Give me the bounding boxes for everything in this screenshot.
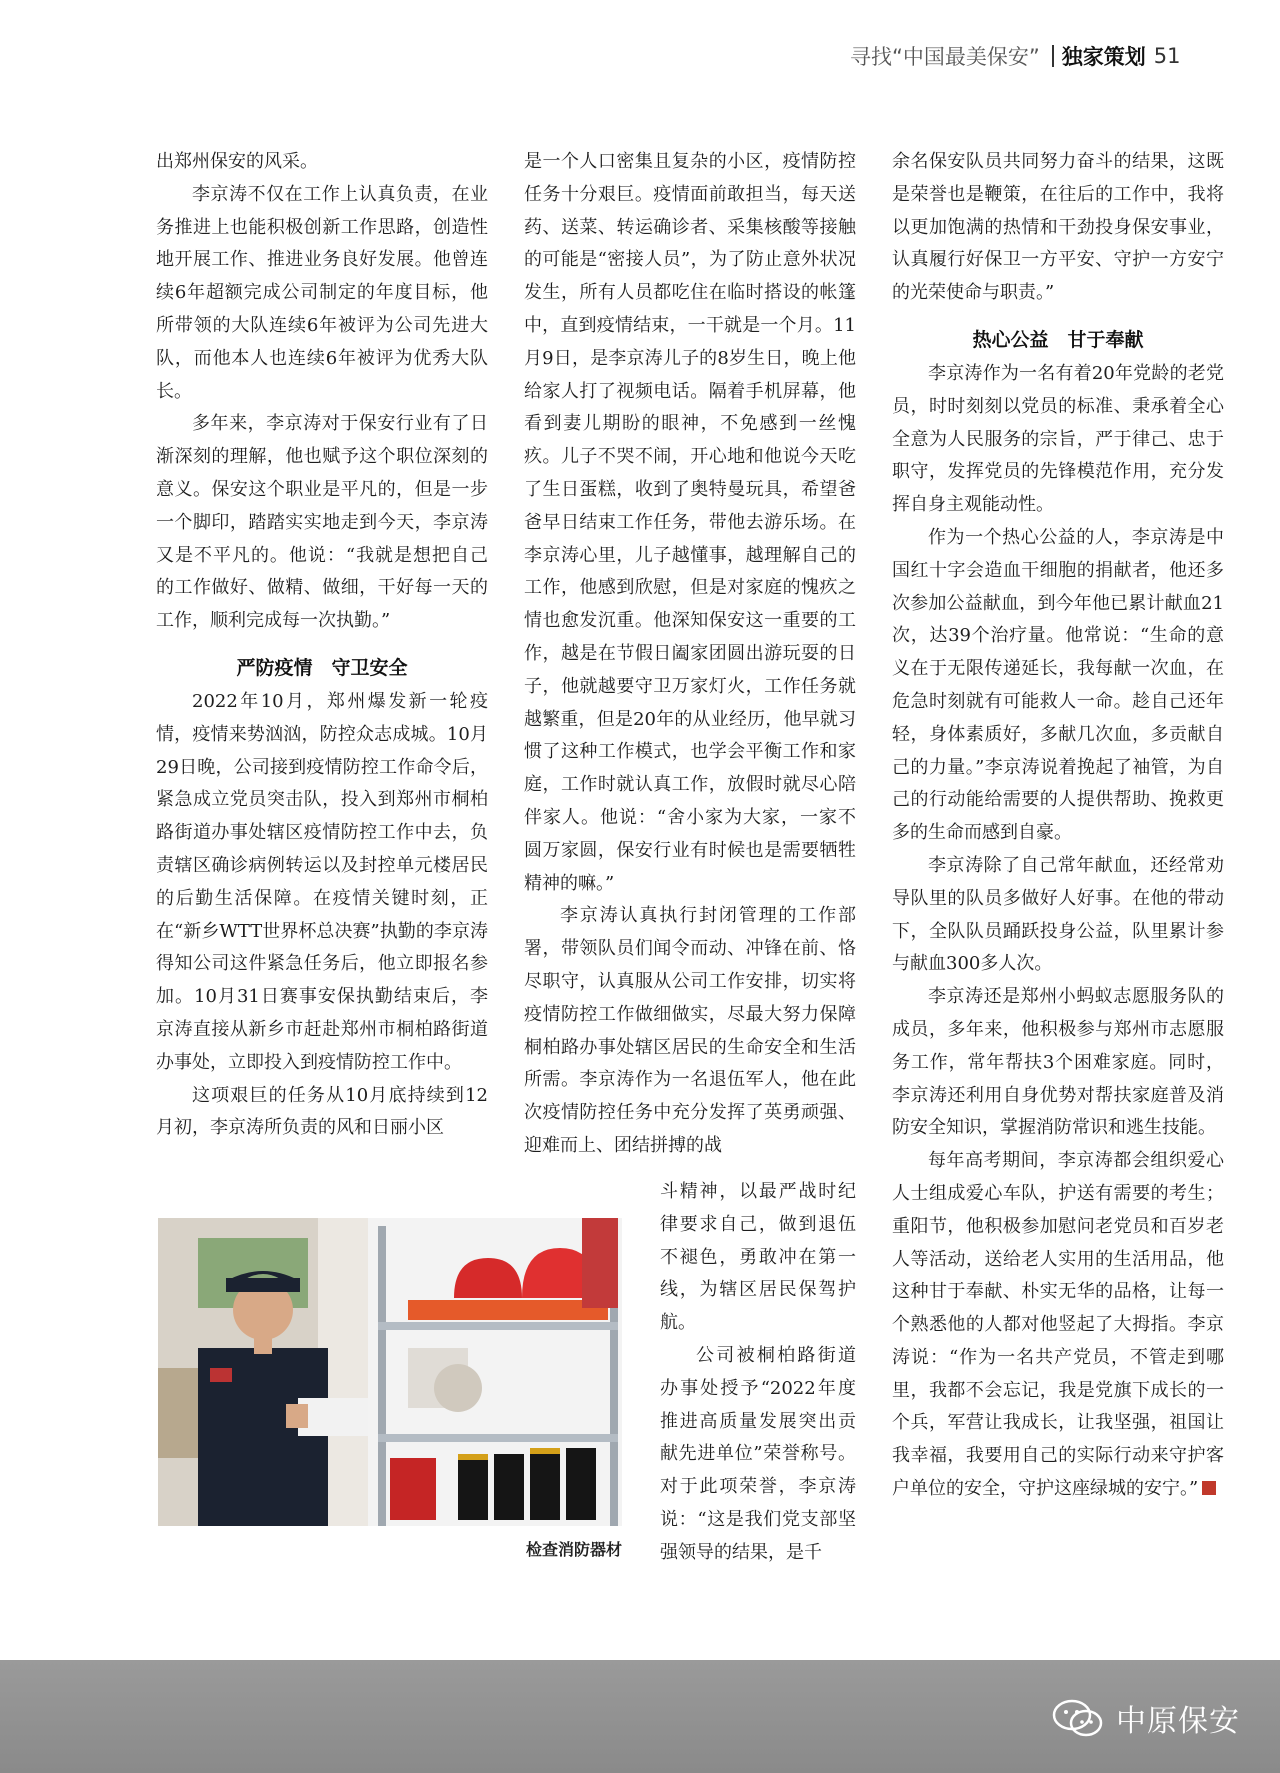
paragraph: 李京涛作为一名有着20年党龄的老党员，时时刻刻以党员的标准、秉承着全心全意为人民服务的宗旨，严于律己、忠于职守，发挥党员的先锋模范作用，充分发挥自身主观能动性。 [892,362,1224,516]
running-header [850,38,1230,74]
paragraph: 余名保安队员共同努力奋斗的结果，这既是荣誉也是鞭策，在往后的工作中，我将以更加饱满的热情和干劲投身保安事业，认真履行好保卫一方平安、守护一方安宁的光荣使命与职责。” [892,151,1224,304]
paragraph: 作为一个热心公益的人，李京涛是中国红十字会造血干细胞的捐献者，他还多次参加公益献血，到今年他已累计献血21次，达39个治疗量。他常说：“生命的意义在于无限传递延长，我每献一次血，在危急时刻就有可能救人一命。趁自己还年轻，身体素质好，多献几次血，多贡献自己的力量。”李京涛说着挽起了袖管，为自己的行动能给需要的人提供帮助、挽救更多的生命而感到自豪。 [892,526,1224,844]
paragraph: 多年来，李京涛对于保安行业有了日渐深刻的理解，他也赋予这个职位深刻的意义。保安这个职业是平凡的，但是一步一个脚印，踏踏实实地走到今天，李京涛又是不平凡的。他说：“我就是想把自己的工作做好、做精、做细，干好每一天的工作，顺利完成每一次执勤。” [156,413,488,632]
article-column-2-wrap [660,1176,856,1570]
photo-security-guard-inspecting-fire-equipment [158,1218,622,1526]
section-heading: 严防疫情 守卫安全 [236,656,408,679]
watermark-text: 中原保安 [1116,1704,1240,1739]
page-number: 51 [1153,44,1181,68]
end-mark-icon [1202,1481,1216,1495]
paragraph: 李京涛还是郑州小蚂蚁志愿服务队的成员，多年来，他积极参与郑州市志愿服务工作，常年帮扶3个困难家庭。同时，李京涛还利用自身优势对帮扶家庭普及消防安全知识，掌握消防常识和逃生技能。 [892,986,1224,1139]
paragraph: 李京涛认真执行封闭管理的工作部署，带领队员们闻令而动、冲锋在前、恪尽职守，认真服从公司工作安排，切实将疫情防控工作做细做实，尽最大努力保障桐柏路办事处辖区居民的生命安全和生活所需。李京涛作为一名退伍军人，他在此次疫情防控任务中充分发挥了英勇顽强、迎难而上、团结拼搏的战 [524,905,856,1156]
paragraph: 李京涛除了自己常年献血，还经常劝导队里的队员多做好人好事。在他的带动下，全队队员踊跃投身公益，队里累计参与献血300多人次。 [892,854,1224,975]
paragraph: 这项艰巨的任务从10月底持续到12月初，李京涛所负责的风和日丽小区 [156,1084,488,1139]
paragraph [892,1145,1224,1506]
section-heading: 热心公益 甘于奉献 [972,328,1144,351]
paragraph: 斗精神，以最严战时纪律要求自己，做到退伍不褪色，勇敢冲在第一线，为辖区居民保驾护航。 [660,1181,856,1334]
wechat-icon [1050,1698,1106,1738]
photo-illustration [158,1218,622,1526]
photo-caption: 检查消防器材 [525,1540,622,1559]
article-column-2 [524,146,856,1163]
article-column-1 [156,146,488,1145]
paragraph: 2022年10月，郑州爆发新一轮疫情，疫情来势汹汹，防控众志成城。10月29日晚，公司接到疫情防控工作命令后，紧急成立党员突击队，投入到郑州市桐柏路街道办事处辖区疫情防控工作中去，负责辖区确诊病例转运以及封控单元楼居民的后勤生活保障。在疫情关键时刻，正在“新乡WTT世界杯总决赛”执勤的李京涛得知公司这件紧急任务后，他立即报名参加。10月31日赛事安保执勤结束后，李京涛直接从新乡市赶赴郑州市桐柏路街道办事处，立即投入到疫情防控工作中。 [156,690,488,1073]
header-title: 寻找“中国最美保安” [850,45,1040,69]
paragraph: 李京涛不仅在工作上认真负责，在业务推进上也能积极创新工作思路，创造性地开展工作、推进业务良好发展。他曾连续6年超额完成公司制定的年度目标，他所带领的大队连续6年被评为公司先进大队，而他本人也连续6年被评为优秀大队长。 [156,183,488,402]
header-brand: 独家策划 [1061,45,1146,69]
paragraph: 公司被桐柏路街道办事处授予“2022年度推进高质量发展突出贡献先进单位”荣誉称号。对于此项荣誉，李京涛说：“这是我们党支部坚强领导的结果，是千 [660,1344,856,1563]
article-column-3 [892,146,1224,1506]
paragraph: 出郑州保安的风采。 [156,151,318,172]
header-divider [1052,45,1054,67]
account-watermark [1050,1698,1240,1738]
paragraph-text: 每年高考期间，李京涛都会组织爱心人士组成爱心车队，护送有需要的考生；重阳节，他积极参加慰问老党员和百岁老人等活动，送给老人实用的生活用品，他这种甘于奉献、朴实无华的品格，让每一个熟悉他的人都对他竖起了大拇指。李京涛说：“作为一名共产党员，不管走到哪里，我都不会忘记，我是党旗下成长的一个兵，军营让我成长，让我坚强，祖国让我幸福，我要用自己的实际行动来守护客户单位的安全，守护这座绿城的安宁。” [892,1150,1224,1500]
paragraph: 是一个人口密集且复杂的小区，疫情防控任务十分艰巨。疫情面前敢担当，每天送药、送菜、转运确诊者、采集核酸等接触的可能是“密接人员”，为了防止意外状况发生，所有人员都吃住在临时搭设的帐篷中，直到疫情结束，一干就是一个月。11月9日，是李京涛儿子的8岁生日，晚上他给家人打了视频电话。隔着手机屏幕，他看到妻儿期盼的眼神，不免感到一丝愧疚。儿子不哭不闹，开心地和他说今天吃了生日蛋糕，收到了奥特曼玩具，希望爸爸早日结束工作任务，带他去游乐场。在李京涛心里，儿子越懂事，越理解自己的工作，他感到欣慰，但是对家庭的愧疚之情也愈发沉重。他深知保安这一重要的工作，越是在节假日阖家团圆出游玩耍的日子，他就越要守卫万家灯火，工作任务就越繁重，但是20年的从业经历，他早就习惯了这种工作模式，也学会平衡工作和家庭，工作时就认真工作，放假时就尽心陪伴家人。他说：“舍小家为大家，一家不圆万家圆，保安行业有时候也是需要牺牲精神的嘛。” [524,151,856,894]
